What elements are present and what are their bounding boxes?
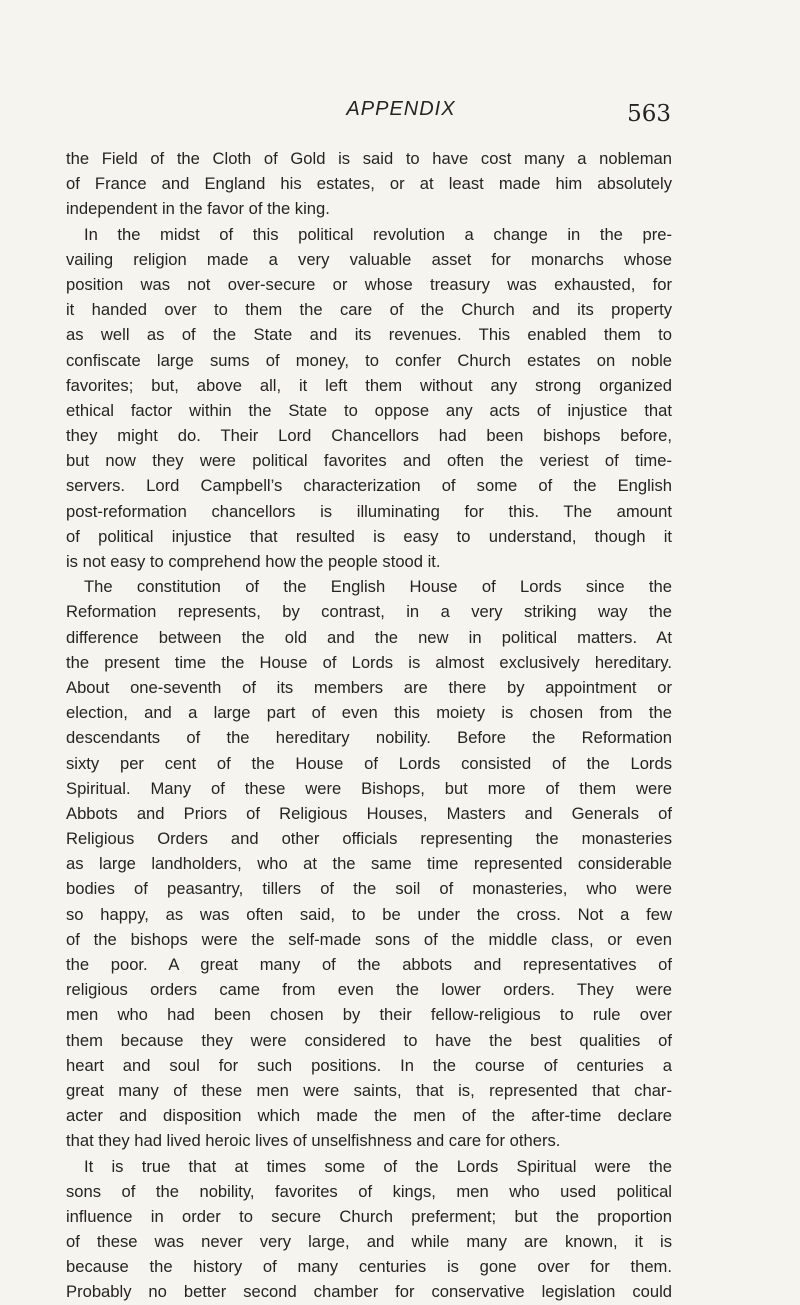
- text-line: Reformation represents, by contrast, in a very striking way the: [66, 602, 672, 622]
- text-line: as well as of the State and its revenues. This enabled them to: [66, 325, 672, 345]
- text-line: ethical factor within the State to oppose any acts of injustice that: [66, 400, 672, 420]
- text-line: of political injustice that resulted is easy to understand, though it: [66, 526, 672, 546]
- text-line: because the history of many centuries is gone over for them.: [66, 1257, 672, 1277]
- text-line: religious orders came from even the lower orders. They were: [66, 980, 672, 1000]
- text-line: confiscate large sums of money, to confer Church estates on noble: [66, 350, 672, 370]
- text-line: that they had lived heroic lives of unselfishness and care for others.: [66, 1131, 561, 1151]
- text-line: vailing religion made a very valuable asset for monarchs whose: [66, 249, 672, 269]
- text-line: sixty per cent of the House of Lords consisted of the Lords: [66, 753, 672, 773]
- text-line: it handed over to them the care of the Church and its property: [66, 300, 672, 320]
- page-header: [131, 98, 671, 138]
- text-line: Probably no better second chamber for conservative legislation could: [66, 1282, 672, 1302]
- text-line: the present time the House of Lords is almost exclusively hereditary.: [66, 652, 672, 672]
- text-line: Abbots and Priors of Religious Houses, Masters and Generals of: [66, 803, 672, 823]
- text-line: descendants of the hereditary nobility. Before the Reformation: [66, 728, 672, 748]
- text-line: difference between the old and the new in political matters. At: [66, 627, 672, 647]
- text-line: bodies of peasantry, tillers of the soil of monasteries, who were: [66, 879, 672, 899]
- text-line: post-reformation chancellors is illuminating for this. The amount: [66, 501, 672, 521]
- text-line: is not easy to comprehend how the people stood it.: [66, 552, 441, 571]
- text-line: servers. Lord Campbell’s characterization of some of the English: [66, 476, 672, 496]
- text-line: The constitution of the English House of Lords since the: [84, 577, 672, 597]
- text-line: of France and England his estates, or at least made him absolutely: [66, 174, 672, 194]
- text-line: heart and soul for such positions. In the course of centuries a: [66, 1055, 672, 1075]
- text-line: sons of the nobility, favorites of kings, men who used political: [66, 1181, 672, 1201]
- text-line: election, and a large part of even this moiety is chosen from the: [66, 703, 672, 723]
- text-line: but now they were political favorites and often the veriest of time-: [66, 451, 672, 471]
- text-line: About one-seventh of its members are there by appointment or: [66, 677, 672, 697]
- text-line: as large landholders, who at the same time represented considerable: [66, 854, 672, 874]
- text-line: Spiritual. Many of these were Bishops, but more of them were: [66, 778, 672, 798]
- body-text: [66, 146, 672, 1305]
- text-line: favorites; but, above all, it left them without any strong organized: [66, 375, 672, 395]
- text-line: In the midst of this political revolution a change in the pre-: [84, 224, 672, 244]
- text-line: of the bishops were the self-made sons of the middle class, or even: [66, 929, 672, 949]
- text-line: men who had been chosen by their fellow-religious to rule over: [66, 1005, 672, 1025]
- text-line: great many of these men were saints, that is, represented that char-: [66, 1080, 672, 1100]
- page-number: 563: [627, 101, 671, 127]
- text-line: acter and disposition which made the men of the after-time declare: [66, 1106, 672, 1126]
- text-line: It is true that at times some of the Lords Spiritual were the: [84, 1156, 672, 1176]
- running-head: APPENDIX: [346, 98, 456, 120]
- text-line: independent in the favor of the king.: [66, 199, 330, 219]
- text-line: the poor. A great many of the abbots and representatives of: [66, 955, 672, 974]
- text-line: influence in order to secure Church preferment; but the proportion: [66, 1206, 672, 1226]
- text-line: the Field of the Cloth of Gold is said to have cost many a nobleman: [66, 149, 672, 168]
- text-line: of these was never very large, and while many are known, it is: [66, 1232, 672, 1252]
- text-line: they might do. Their Lord Chancellors had been bishops before,: [66, 426, 672, 446]
- text-line: so happy, as was often said, to be under the cross. Not a few: [66, 904, 672, 924]
- text-line: position was not over-secure or whose treasury was exhausted, for: [66, 274, 672, 294]
- text-line: Religious Orders and other officials representing the monasteries: [66, 829, 672, 849]
- text-line: them because they were considered to have the best qualities of: [66, 1030, 672, 1050]
